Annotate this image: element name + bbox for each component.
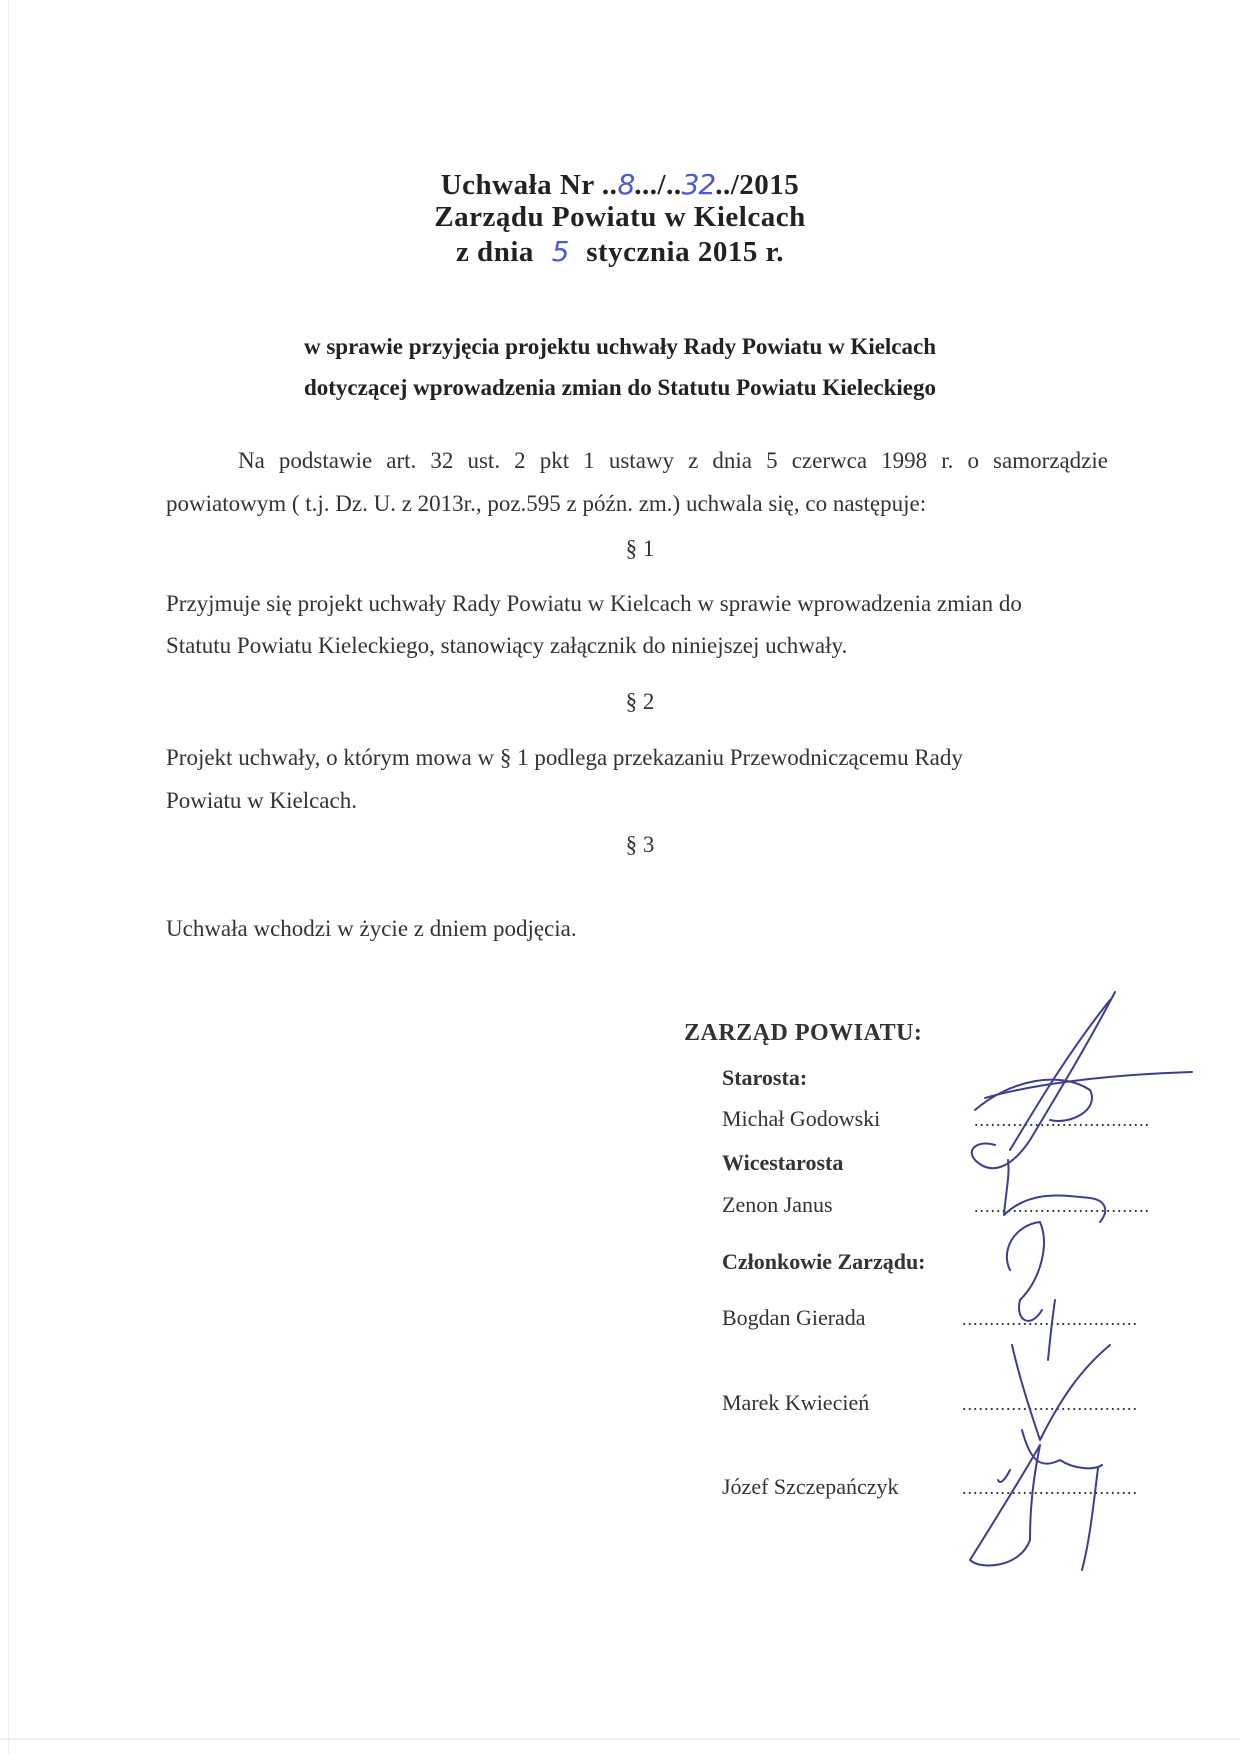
handwritten-number-2: 32: [681, 168, 716, 201]
wicestarosta-signature-line: ................................: [974, 1196, 1150, 1216]
wicestarosta-name: Zenon Janus: [722, 1192, 833, 1217]
wicestarosta-label: Wicestarosta: [722, 1150, 844, 1175]
starosta-name: Michał Godowski: [722, 1106, 881, 1131]
member-2-signature: [1012, 1345, 1110, 1440]
subject-line-2: dotyczącej wprowadzenia zmian do Statutu Powiatu Kieleckiego: [303, 375, 937, 400]
starosta-signature-line: ................................: [974, 1110, 1150, 1130]
wicestarosta-signature: [1004, 1160, 1105, 1222]
date-prefix: z dnia: [455, 236, 534, 268]
section-1-mark: § 1: [625, 536, 655, 561]
preamble-line-2: powiatowym ( t.j. Dz. U. z 2013r., poz.595 z późn. zm.) uchwala się, co następuje:: [166, 491, 927, 516]
handwritten-day: 5: [551, 235, 569, 268]
title-mid: .../..: [634, 169, 682, 201]
title-prefix: Uchwała Nr ..: [440, 169, 618, 201]
date-suffix: stycznia 2015 r.: [586, 236, 785, 268]
starosta-label: Starosta:: [722, 1065, 808, 1090]
member-name-3: Józef Szczepańczyk: [722, 1474, 899, 1499]
member-3-signature: [970, 1445, 1040, 1565]
section-1-line-2: Statutu Powiatu Kieleckiego, stanowiący załącznik do niniejszej uchwały.: [166, 633, 848, 658]
subject-line-1: w sprawie przyjęcia projektu uchwały Rady Powiatu w Kielcach: [303, 334, 937, 359]
member-1-signature: [1007, 1222, 1044, 1321]
section-3-line-1: Uchwała wchodzi w życie z dniem podjęcia.: [166, 916, 577, 941]
section-2-line-2: Powiatu w Kielcach.: [166, 788, 357, 813]
section-2-line-1: Projekt uchwały, o którym mowa w § 1 podlega przekazaniu Przewodniczącemu Rady: [166, 745, 963, 770]
section-2-mark: § 2: [625, 689, 655, 714]
preamble-line-1: Na podstawie art. 32 ust. 2 pkt 1 ustawy z dnia 5 czerwca 1998 r. o samorządzie: [238, 448, 1108, 473]
member-3-signature-line: ................................: [962, 1478, 1138, 1498]
member-name-2: Marek Kwiecień: [722, 1390, 870, 1415]
members-label: Członkowie Zarządu:: [722, 1249, 926, 1274]
handwritten-number: 8: [617, 168, 635, 201]
member-1-signature-line: ................................: [962, 1309, 1138, 1329]
board-heading: ZARZĄD POWIATU:: [684, 1020, 923, 1046]
title-suffix: ../2015: [715, 169, 800, 201]
section-1-line-1: Przyjmuje się projekt uchwały Rady Powiatu w Kielcach w sprawie wprowadzenia zmian do: [166, 591, 1022, 616]
section-3-mark: § 3: [625, 832, 655, 857]
member-2-signature-line: ................................: [962, 1394, 1138, 1414]
issuing-body: Zarządu Powiatu w Kielcach: [434, 201, 806, 233]
member-name-1: Bogdan Gierada: [722, 1305, 866, 1330]
